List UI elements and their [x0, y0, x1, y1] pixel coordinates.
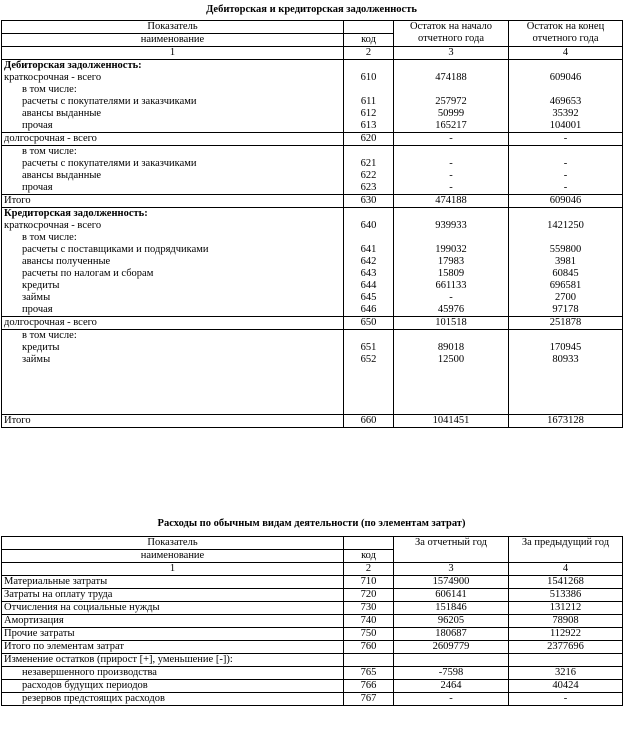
row-label: в том числе:	[2, 330, 344, 343]
row-value-2	[509, 402, 623, 415]
row-code: 630	[344, 195, 394, 208]
table-row	[2, 602, 623, 615]
row-value-1	[394, 232, 509, 244]
row-value-2: 469653	[509, 96, 623, 108]
table-row	[2, 244, 623, 256]
row-label: в том числе:	[2, 146, 344, 159]
column-number: 1	[2, 563, 344, 576]
row-label: Дебиторская задолженность:	[2, 60, 344, 73]
row-value-2: 3216	[509, 667, 623, 680]
row-label: кредиты	[2, 342, 344, 354]
row-value-2: -	[509, 693, 623, 706]
row-code: 612	[344, 108, 394, 120]
expenses-table	[1, 536, 623, 706]
row-code: 760	[344, 641, 394, 654]
row-code	[344, 330, 394, 343]
table-row	[2, 84, 623, 96]
table-row	[2, 366, 623, 378]
row-value-2: 559800	[509, 244, 623, 256]
row-value-2	[509, 366, 623, 378]
row-value-2	[509, 60, 623, 73]
row-value-1: -	[394, 170, 509, 182]
begin-header: Остаток на начало отчетного года	[394, 21, 509, 47]
row-value-2: -	[509, 158, 623, 170]
table-row	[2, 268, 623, 280]
row-code	[344, 366, 394, 378]
row-code: 611	[344, 96, 394, 108]
row-label: расчеты с покупателями и заказчиками	[2, 96, 344, 108]
code-header: код	[344, 550, 394, 563]
row-value-2: 2700	[509, 292, 623, 304]
row-code	[344, 378, 394, 390]
row-label: авансы полученные	[2, 256, 344, 268]
row-value-1	[394, 654, 509, 667]
row-value-1: 151846	[394, 602, 509, 615]
row-label: прочая	[2, 120, 344, 133]
row-code: 710	[344, 576, 394, 589]
row-value-1: -	[394, 693, 509, 706]
table-row	[2, 133, 623, 146]
row-code: 623	[344, 182, 394, 195]
row-code: 730	[344, 602, 394, 615]
row-value-2: 35392	[509, 108, 623, 120]
row-value-1: 15809	[394, 268, 509, 280]
table-row	[2, 256, 623, 268]
row-code: 641	[344, 244, 394, 256]
row-label: займы	[2, 292, 344, 304]
row-value-1: -	[394, 292, 509, 304]
row-code: 642	[344, 256, 394, 268]
table-row	[2, 654, 623, 667]
column-number: 4	[509, 47, 623, 60]
table-row	[2, 415, 623, 428]
row-code: 643	[344, 268, 394, 280]
row-code: 766	[344, 680, 394, 693]
table-row	[2, 354, 623, 366]
row-code	[344, 84, 394, 96]
row-code: 767	[344, 693, 394, 706]
previous-year-header: За предыдущий год	[509, 537, 623, 563]
column-number: 2	[344, 563, 394, 576]
row-label: прочая	[2, 182, 344, 195]
row-value-1	[394, 84, 509, 96]
row-code: 645	[344, 292, 394, 304]
row-value-1: 474188	[394, 195, 509, 208]
row-code: 740	[344, 615, 394, 628]
row-value-2: -	[509, 182, 623, 195]
row-value-1	[394, 330, 509, 343]
row-value-1	[394, 208, 509, 221]
row-code: 660	[344, 415, 394, 428]
row-label: незавершенного производства	[2, 667, 344, 680]
row-label	[2, 402, 344, 415]
row-label: краткосрочная - всего	[2, 72, 344, 84]
row-label: Итого	[2, 195, 344, 208]
row-label: Материальные затраты	[2, 576, 344, 589]
table-row	[2, 304, 623, 317]
row-value-2: -	[509, 170, 623, 182]
row-value-2	[509, 330, 623, 343]
row-label: расходов будущих периодов	[2, 680, 344, 693]
row-label: займы	[2, 354, 344, 366]
row-code: 610	[344, 72, 394, 84]
row-code: 613	[344, 120, 394, 133]
row-value-2: 80933	[509, 354, 623, 366]
table-row	[2, 342, 623, 354]
row-value-1: -	[394, 182, 509, 195]
row-value-2: 112922	[509, 628, 623, 641]
column-number: 1	[2, 47, 344, 60]
column-numbers-row	[2, 563, 623, 576]
row-value-1: 1041451	[394, 415, 509, 428]
header-row	[2, 537, 623, 550]
table-row	[2, 317, 623, 330]
row-value-1: 180687	[394, 628, 509, 641]
row-label: Итого	[2, 415, 344, 428]
row-code: 750	[344, 628, 394, 641]
row-label: расчеты с покупателями и заказчиками	[2, 158, 344, 170]
row-label: Кредиторская задолженность:	[2, 208, 344, 221]
receivables-payables-title: Дебиторская и кредиторская задолженность	[206, 4, 417, 15]
row-value-1: 606141	[394, 589, 509, 602]
column-number: 2	[344, 47, 394, 60]
row-value-1	[394, 146, 509, 159]
row-value-2: 40424	[509, 680, 623, 693]
row-label: авансы выданные	[2, 170, 344, 182]
row-value-2: 1541268	[509, 576, 623, 589]
table-row	[2, 615, 623, 628]
row-code: 720	[344, 589, 394, 602]
row-value-1: -	[394, 133, 509, 146]
row-value-1	[394, 378, 509, 390]
row-label: расчеты с поставщиками и подрядчиками	[2, 244, 344, 256]
table-row	[2, 628, 623, 641]
row-label: долгосрочная - всего	[2, 133, 344, 146]
column-number: 3	[394, 47, 509, 60]
row-label: Изменение остатков (прирост [+], уменьшение [-]):	[2, 654, 344, 667]
row-value-1: -7598	[394, 667, 509, 680]
row-value-2: 78908	[509, 615, 623, 628]
row-value-2: 104001	[509, 120, 623, 133]
table-row	[2, 390, 623, 402]
row-code	[344, 208, 394, 221]
row-code: 640	[344, 220, 394, 232]
table-row	[2, 330, 623, 343]
row-value-1: 12500	[394, 354, 509, 366]
row-value-2: 170945	[509, 342, 623, 354]
row-value-1: 257972	[394, 96, 509, 108]
row-code: 621	[344, 158, 394, 170]
row-label: Итого по элементам затрат	[2, 641, 344, 654]
table-row	[2, 208, 623, 221]
row-label: Амортизация	[2, 615, 344, 628]
row-value-2: 97178	[509, 304, 623, 317]
row-code	[344, 60, 394, 73]
table-row	[2, 60, 623, 73]
table-row	[2, 120, 623, 133]
row-value-1: 50999	[394, 108, 509, 120]
row-value-2: 60845	[509, 268, 623, 280]
receivables-payables-table	[1, 20, 623, 428]
row-label: прочая	[2, 304, 344, 317]
row-value-2: 609046	[509, 72, 623, 84]
table-row	[2, 220, 623, 232]
row-label	[2, 390, 344, 402]
row-value-1: 474188	[394, 72, 509, 84]
table-row	[2, 195, 623, 208]
column-number: 3	[394, 563, 509, 576]
code-header-top	[344, 21, 394, 34]
row-code: 644	[344, 280, 394, 292]
name-header: наименование	[2, 550, 344, 563]
row-value-2	[509, 84, 623, 96]
row-value-2: 609046	[509, 195, 623, 208]
row-value-1: 96205	[394, 615, 509, 628]
row-code	[344, 654, 394, 667]
row-code: 652	[344, 354, 394, 366]
row-value-1: 45976	[394, 304, 509, 317]
row-code: 646	[344, 304, 394, 317]
code-header-top	[344, 537, 394, 550]
row-code: 651	[344, 342, 394, 354]
row-value-2: 696581	[509, 280, 623, 292]
row-label: в том числе:	[2, 84, 344, 96]
table-row	[2, 280, 623, 292]
row-label: резервов предстоящих расходов	[2, 693, 344, 706]
row-value-1: 2609779	[394, 641, 509, 654]
row-label: долгосрочная - всего	[2, 317, 344, 330]
row-value-2: 1673128	[509, 415, 623, 428]
table-row	[2, 158, 623, 170]
table-row	[2, 589, 623, 602]
table-row	[2, 402, 623, 415]
column-number: 4	[509, 563, 623, 576]
row-value-1: 199032	[394, 244, 509, 256]
table-row	[2, 378, 623, 390]
row-value-2: 1421250	[509, 220, 623, 232]
row-code: 620	[344, 133, 394, 146]
row-value-1: 2464	[394, 680, 509, 693]
row-label: авансы выданные	[2, 108, 344, 120]
indicator-header: Показатель	[2, 21, 344, 34]
table-row	[2, 182, 623, 195]
row-value-2	[509, 232, 623, 244]
row-label: в том числе:	[2, 232, 344, 244]
row-value-2: 251878	[509, 317, 623, 330]
row-label: расчеты по налогам и сборам	[2, 268, 344, 280]
code-header: код	[344, 34, 394, 47]
row-value-1: 17983	[394, 256, 509, 268]
table-row	[2, 232, 623, 244]
row-label: Затраты на оплату труда	[2, 589, 344, 602]
row-label	[2, 378, 344, 390]
name-header: наименование	[2, 34, 344, 47]
row-value-2	[509, 378, 623, 390]
table-row	[2, 96, 623, 108]
row-value-1	[394, 60, 509, 73]
row-value-2	[509, 390, 623, 402]
end-header: Остаток на конец отчетного года	[509, 21, 623, 47]
row-value-1: -	[394, 158, 509, 170]
expenses-title: Расходы по обычным видам деятельности (по элементам затрат)	[157, 518, 466, 529]
row-value-1	[394, 390, 509, 402]
table-row	[2, 667, 623, 680]
row-label: кредиты	[2, 280, 344, 292]
row-value-1: 1574900	[394, 576, 509, 589]
row-label: Прочие затраты	[2, 628, 344, 641]
row-value-1: 89018	[394, 342, 509, 354]
row-value-1: 661133	[394, 280, 509, 292]
table-row	[2, 108, 623, 120]
row-value-2	[509, 654, 623, 667]
table-row	[2, 576, 623, 589]
header-row	[2, 21, 623, 34]
row-value-1: 165217	[394, 120, 509, 133]
table-row	[2, 680, 623, 693]
row-value-2: 3981	[509, 256, 623, 268]
row-label	[2, 366, 344, 378]
row-code	[344, 146, 394, 159]
row-value-2	[509, 208, 623, 221]
row-label: Отчисления на социальные нужды	[2, 602, 344, 615]
row-code	[344, 390, 394, 402]
row-code	[344, 232, 394, 244]
table-row	[2, 170, 623, 182]
table-row	[2, 641, 623, 654]
table-row	[2, 292, 623, 304]
table-row	[2, 146, 623, 159]
row-value-2: -	[509, 133, 623, 146]
row-value-2: 513386	[509, 589, 623, 602]
row-code	[344, 402, 394, 415]
row-value-1	[394, 366, 509, 378]
row-value-1: 101518	[394, 317, 509, 330]
row-value-1	[394, 402, 509, 415]
row-label: краткосрочная - всего	[2, 220, 344, 232]
row-value-2: 131212	[509, 602, 623, 615]
row-code: 765	[344, 667, 394, 680]
current-year-header: За отчетный год	[394, 537, 509, 563]
column-numbers-row	[2, 47, 623, 60]
indicator-header: Показатель	[2, 537, 344, 550]
row-code: 622	[344, 170, 394, 182]
row-value-2: 2377696	[509, 641, 623, 654]
row-value-1: 939933	[394, 220, 509, 232]
table-row	[2, 693, 623, 706]
table-row	[2, 72, 623, 84]
row-value-2	[509, 146, 623, 159]
row-code: 650	[344, 317, 394, 330]
